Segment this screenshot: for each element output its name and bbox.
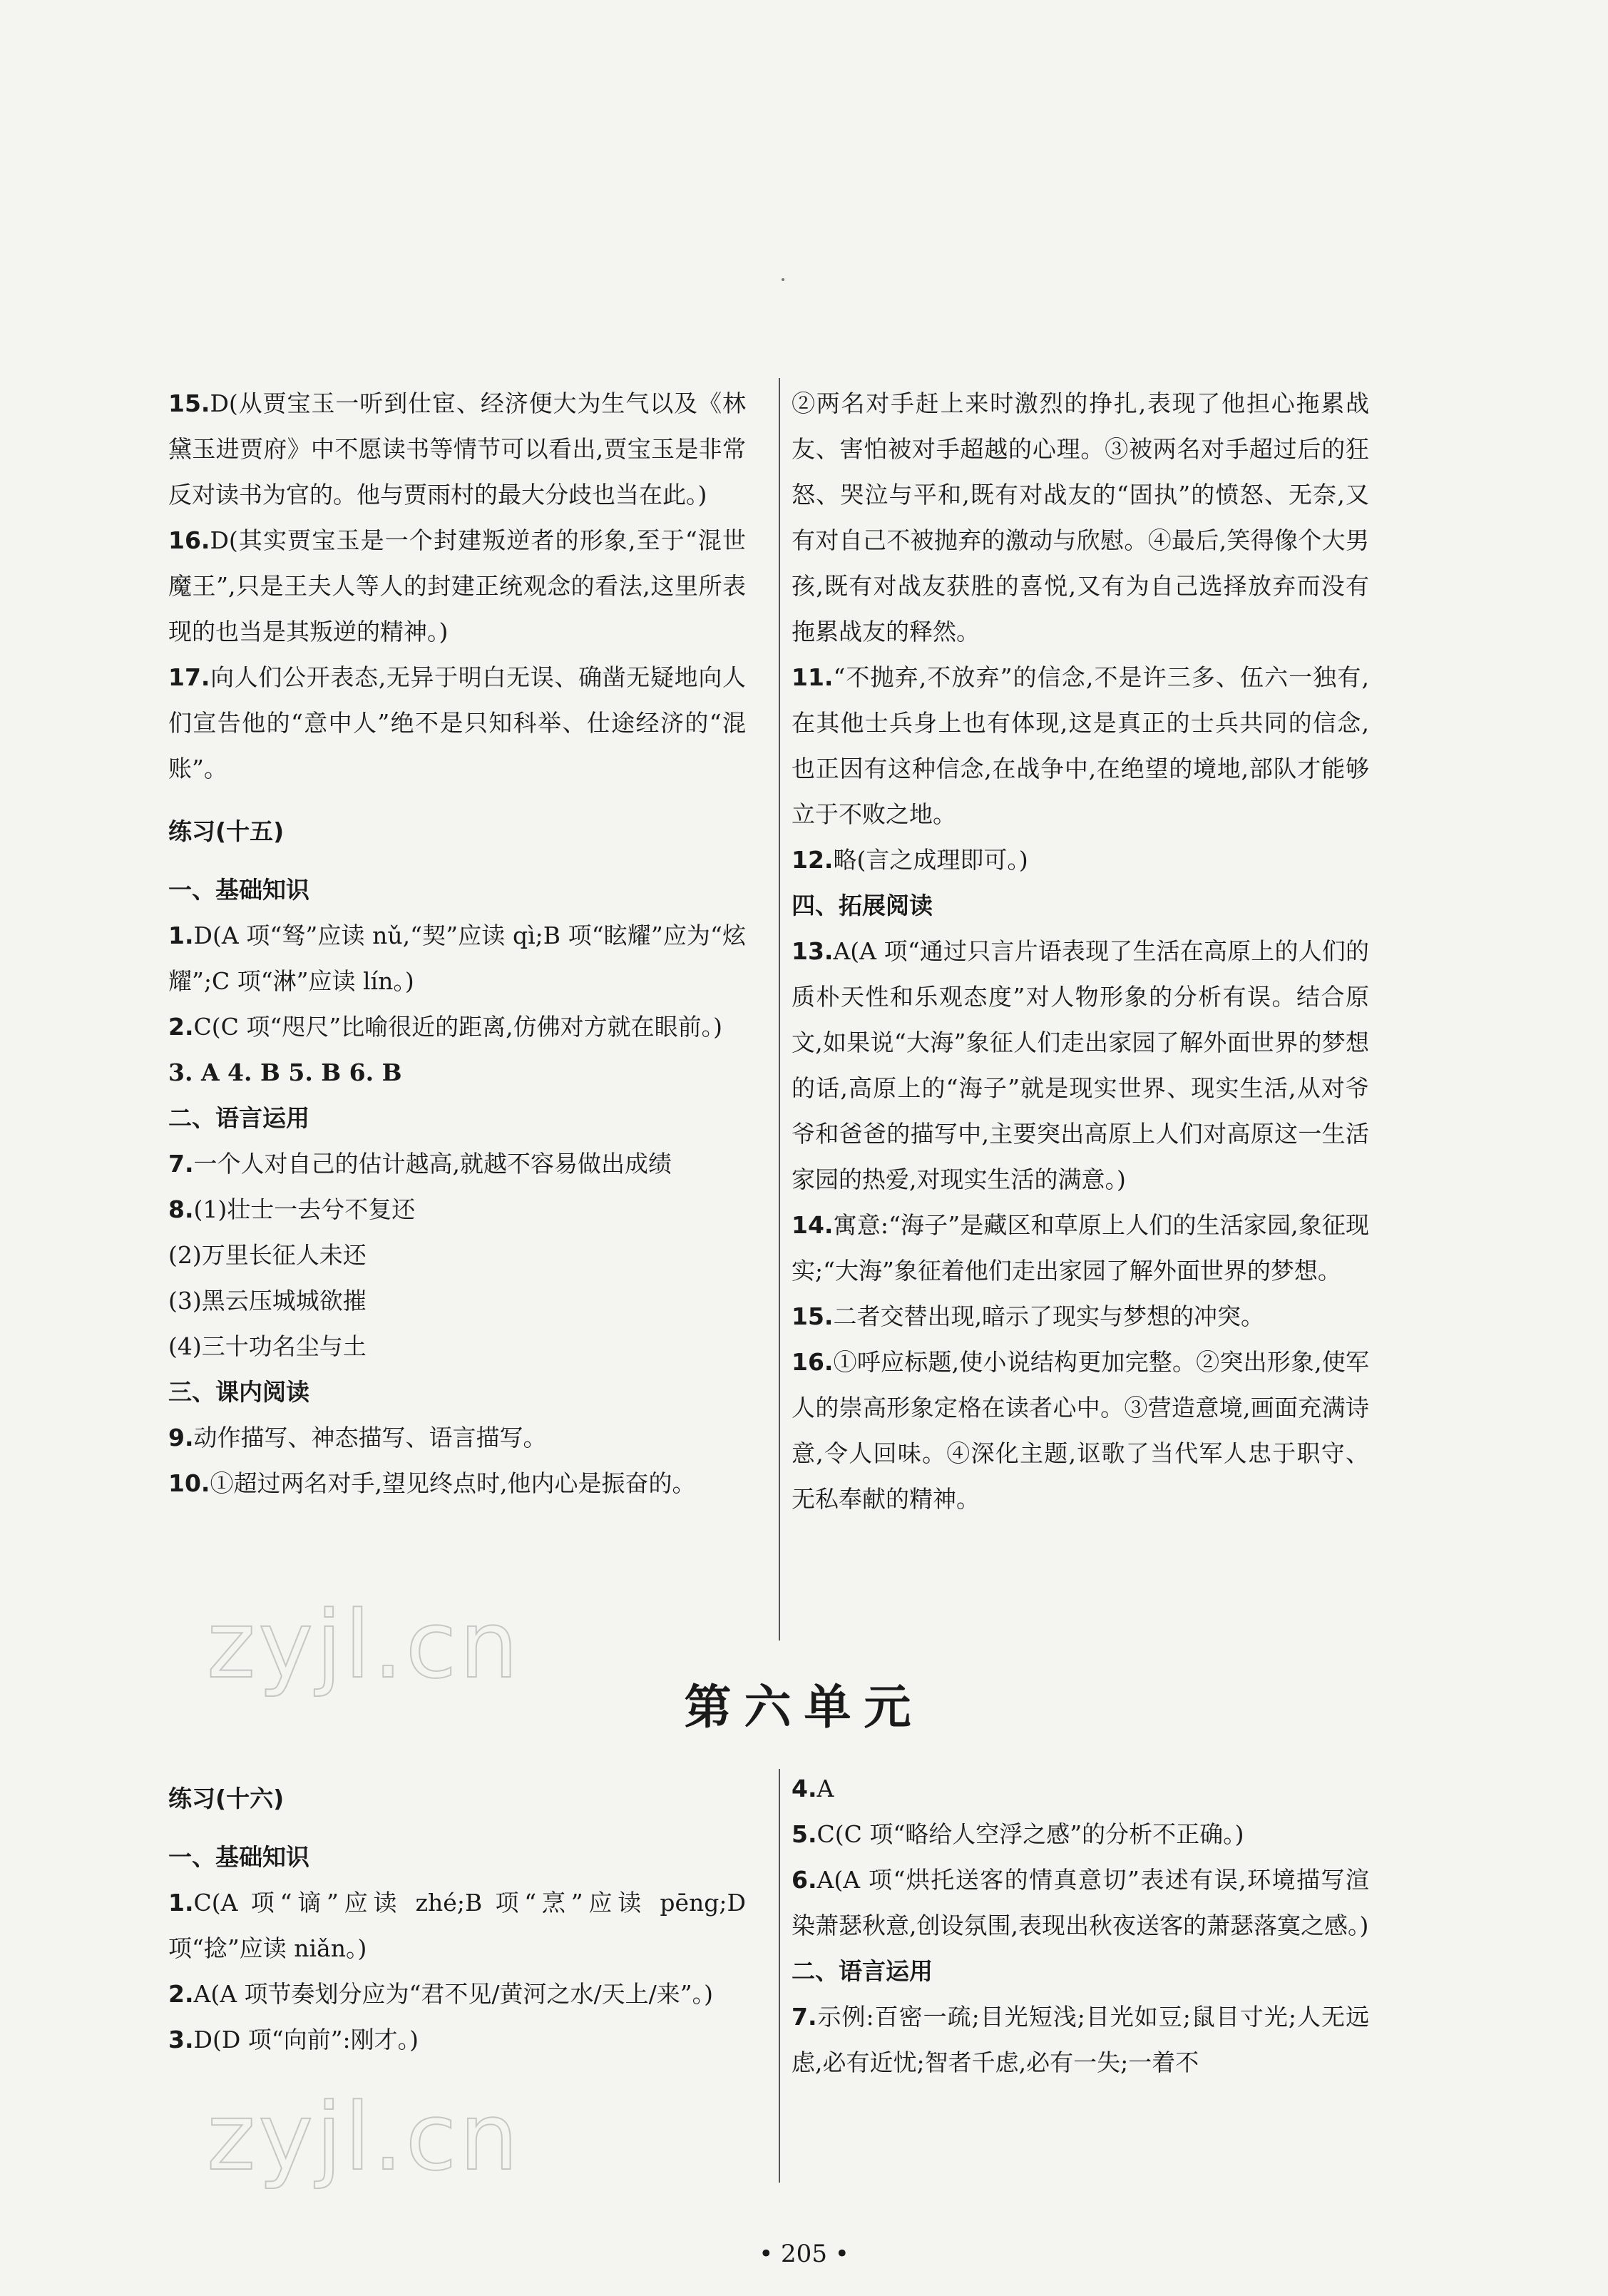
ex16-answer-1: 1.C(A 项“谪”应读 zhé;B 项“烹”应读 pēng;D 项“捻”应读 niǎn。) [168,1889,746,1962]
watermark-lower: zyjl.cn [207,2083,521,2191]
answer-13: 13.A(A 项“通过只言片语表现了生活在高原上的人们的质朴天性和乐观态度”对人物形象的分析有误。结合原文,如果说“大海”象征人们走出家园了解外面世界的梦想的话,高原上的“海子”就是现实世界、现实生活,从对爷爷和爸爸的描写中,主要突出高原上人们对高原这一生活家园的热爱,对现实生活的满意。) [792,937,1369,1193]
ex15-answer-2: 2.C(C 项“咫尺”比喻很近的距离,仿佛对方就在眼前。) [168,1013,722,1041]
ex15-answer-8-line4: (4)三十功名尘与土 [168,1332,367,1360]
section-extended-reading: 四、拓展阅读 [792,892,933,919]
answer-16-right: 16.①呼应标题,使小说结构更加完整。②突出形象,使军人的崇高形象定格在读者心中。③营造意境,画面充满诗意,令人回味。④深化主题,讴歌了当代军人忠于职守、无私奉献的精神。 [792,1348,1369,1513]
watermark-upper: zyjl.cn [207,1591,521,1699]
exercise-16-title: 练习(十六) [168,1785,285,1812]
ex16-answer-5: 5.C(C 项“略给人空浮之感”的分析不正确。) [792,1820,1244,1848]
answer-11: 11.“不抛弃,不放弃”的信念,不是许三多、伍六一独有,在其他士兵身上也有体现,这是真正的士兵共同的信念,也正因有这种信念,在战争中,在绝望的境地,部队才能够立于不败之地。 [792,663,1369,828]
top-right-column [792,381,1369,1522]
speck-mark [782,278,784,281]
ex16-answer-7: 7.示例:百密一疏;目光短浅;目光如豆;鼠目寸光;人无远虑,必有近忧;智者千虑,必有一失;一着不 [792,2003,1369,2076]
column-divider-top [779,378,780,1641]
answer-17: 17.向人们公开表态,无异于明白无误、确凿无疑地向人们宣告他的“意中人”绝不是只知科举、仕途经济的“混账”。 [168,663,746,782]
ex15-answer-1: 1.D(A 项“驽”应读 nǔ,“契”应读 qì;B 项“眩耀”应为“炫耀”;C 项“淋”应读 lín。) [168,922,746,995]
answer-10-continued: ②两名对手赶上来时激烈的挣扎,表现了他担心拖累战友、害怕被对手超越的心理。③被两名对手超过后的狂怒、哭泣与平和,既有对战友的“固执”的愤怒、无奈,又有对自己不被抛弃的激动与欣慰。④最后,笑得像个大男孩,既有对战友获胜的喜悦,又有为自己选择放弃而没有拖累战友的释然。 [792,389,1369,646]
page-number: • 205 • [759,2240,849,2268]
ex15-answer-8-line3: (3)黑云压城城欲摧 [168,1287,367,1315]
section-basic-knowledge: 一、基础知识 [168,876,309,904]
section-language-use: 二、语言运用 [168,1104,309,1132]
section-language-use-16: 二、语言运用 [792,1957,933,1985]
answer-12: 12.略(言之成理即可。) [792,846,1028,874]
ex15-answers-3-6: 3. A 4. B 5. B 6. B [168,1058,402,1086]
answer-15-right: 15.二者交替出现,暗示了现实与梦想的冲突。 [792,1302,1264,1330]
ex15-answer-8-line2: (2)万里长征人未还 [168,1241,367,1269]
bottom-right-column [792,1766,1369,2086]
section-basic-knowledge-16: 一、基础知识 [168,1843,309,1871]
section-in-class-reading: 三、课内阅读 [168,1378,309,1406]
answer-16: 16.D(其实贾宝玉是一个封建叛逆者的形象,至于“混世魔王”,只是王夫人等人的封建正统观念的看法,这里所表现的也当是其叛逆的精神。) [168,526,746,646]
ex16-answer-6: 6.A(A 项“烘托送客的情真意切”表述有误,环境描写渲染萧瑟秋意,创设氛围,表现出秋夜送客的萧瑟落寞之感。) [792,1866,1369,1939]
ex16-answer-2: 2.A(A 项节奏划分应为“君不见/黄河之水/天上/来”。) [168,1980,713,2008]
bottom-left-column [168,1776,746,2063]
unit-title: 第六单元 [684,1680,924,1735]
ex15-answer-7: 7.一个人对自己的估计越高,就越不容易做出成绩 [168,1150,672,1178]
answer-14: 14.寓意:“海子”是藏区和草原上人们的生活家园,象征现实;“大海”象征着他们走出家园了解外面世界的梦想。 [792,1211,1369,1285]
ex16-answer-3: 3.D(D 项“向前”:刚才。) [168,2026,419,2053]
top-left-column [168,381,746,1506]
column-divider-bottom [779,1769,780,2183]
ex16-answer-4: 4.A [792,1775,834,1802]
exercise-15-title: 练习(十五) [168,817,285,845]
ex15-answer-10: 10.①超过两名对手,望见终点时,他内心是振奋的。 [168,1469,696,1497]
answer-15: 15.D(从贾宝玉一听到仕宦、经济便大为生气以及《林黛玉进贾府》中不愿读书等情节可以看出,贾宝玉是非常反对读书为官的。他与贾雨村的最大分歧也当在此。) [168,389,746,509]
ex15-answer-8: 8.(1)壮士一去兮不复还 [168,1195,416,1223]
ex15-answer-9: 9.动作描写、神态描写、语言描写。 [168,1424,547,1451]
